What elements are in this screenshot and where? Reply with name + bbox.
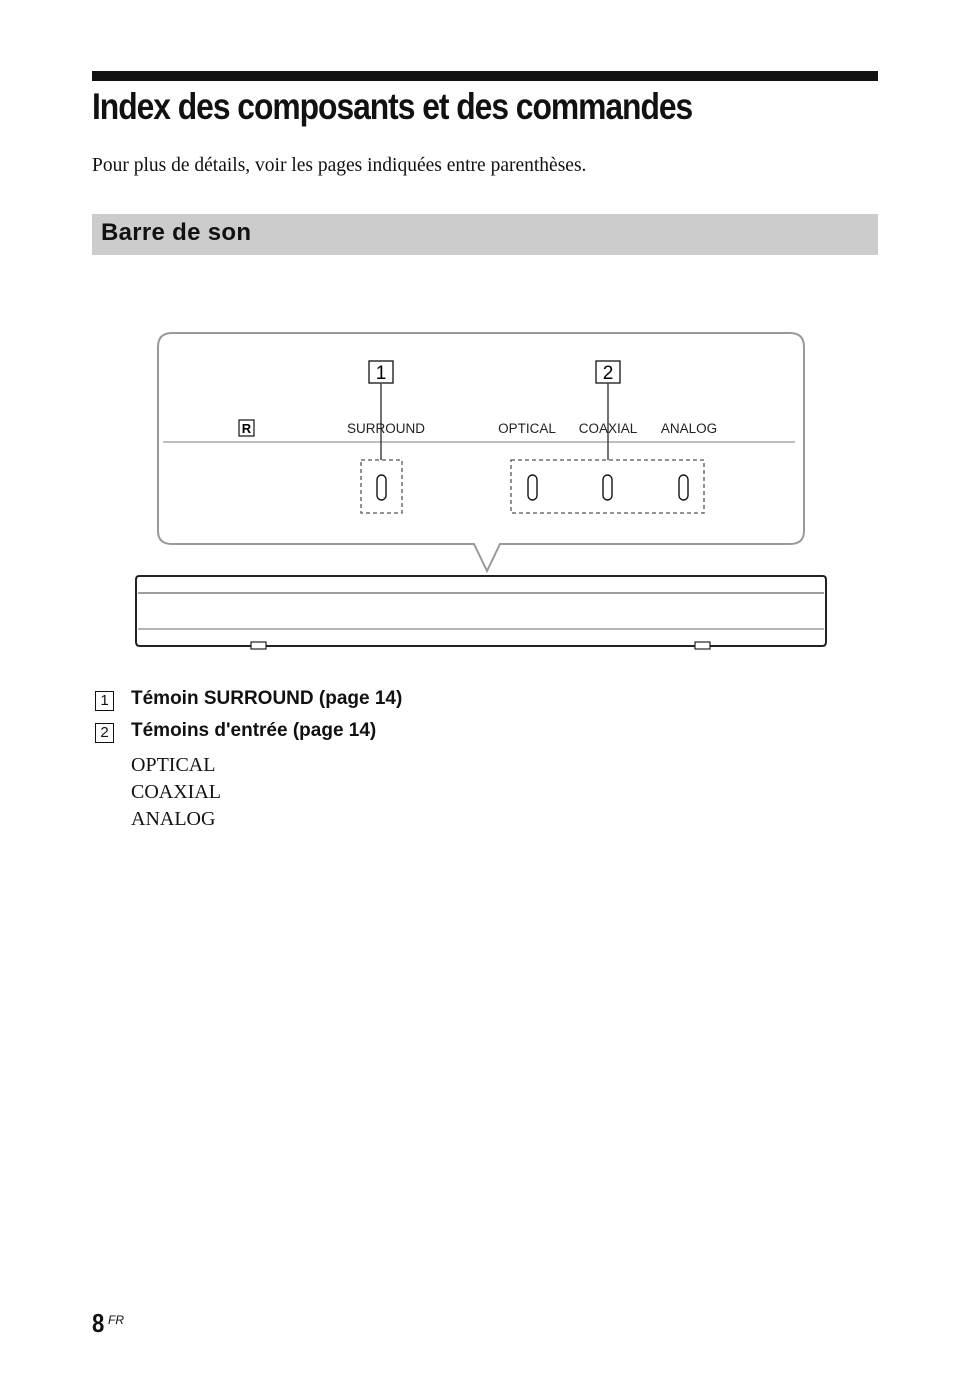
optical-label: OPTICAL <box>498 421 556 436</box>
legend-text: Témoin SURROUND (page 14) <box>131 688 403 709</box>
optical-indicator <box>528 475 537 500</box>
analog-label: ANALOG <box>660 421 718 436</box>
input-list-item: ANALOG <box>131 808 216 830</box>
page-title: Index des composants et des commandes <box>92 86 693 127</box>
soundbar-body <box>136 576 826 646</box>
soundbar-foot-right <box>695 642 710 649</box>
section-title: Barre de son <box>101 219 252 246</box>
intro-text: Pour plus de détails, voir les pages indiquées entre parenthèses. <box>92 155 587 176</box>
remote-sensor-label: R <box>241 421 252 436</box>
callout-number-2: 2 <box>602 363 614 384</box>
page-number: 8 <box>92 1308 105 1338</box>
page-language: FR <box>108 1313 124 1327</box>
input-list <box>131 752 221 833</box>
coaxial-label: COAXIAL <box>578 421 638 436</box>
coaxial-indicator <box>603 475 612 500</box>
legend-number: 2 <box>95 723 114 743</box>
input-list-item: COAXIAL <box>131 781 221 803</box>
legend-text: Témoins d'entrée (page 14) <box>131 720 377 741</box>
soundbar-foot-left <box>251 642 266 649</box>
callout-bubble <box>158 333 804 571</box>
surround-label: SURROUND <box>346 421 426 436</box>
surround-indicator <box>377 475 386 500</box>
analog-indicator <box>679 475 688 500</box>
input-list-item: OPTICAL <box>131 754 216 776</box>
legend-number: 1 <box>95 691 114 711</box>
callout-number-1: 1 <box>375 363 387 384</box>
